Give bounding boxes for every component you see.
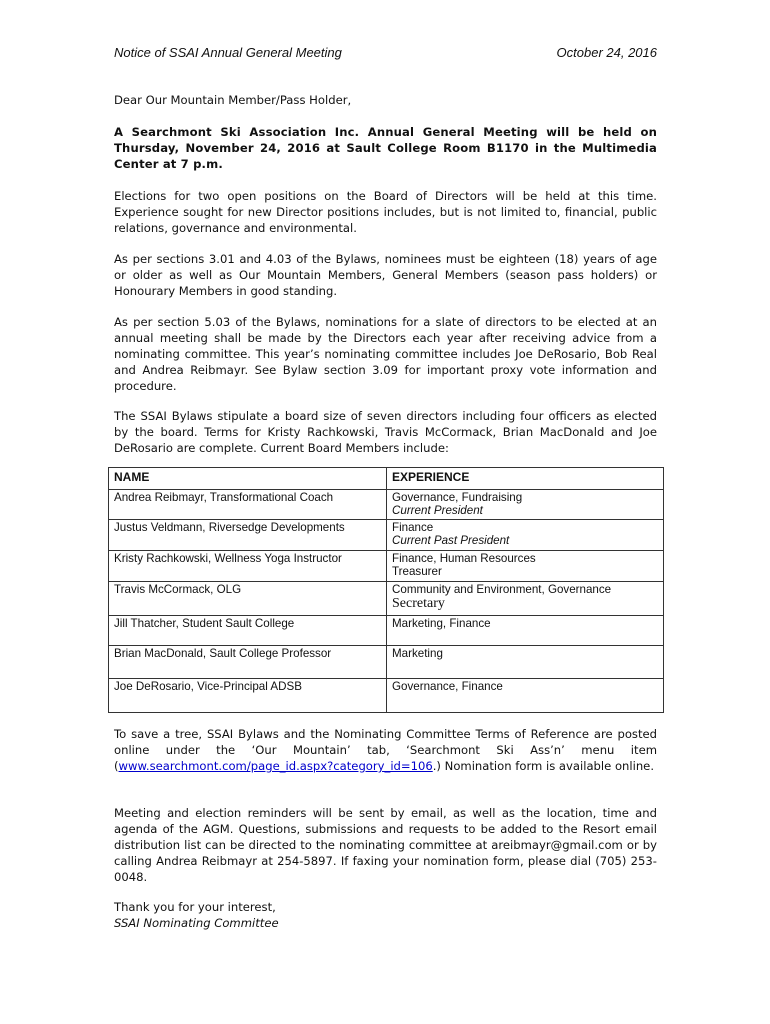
experience-text: Governance, Fundraising: [392, 491, 523, 504]
elections-paragraph: Elections for two open positions on the Board of Directors will be held at this time. Experience sought for new Director positions includes, but is not limited to, financial, public relations, governance and environmental.: [114, 189, 657, 235]
nominations-paragraph: As per section 5.03 of the Bylaws, nominations for a slate of directors to be elected at an annual meeting shall be made by the Directors each year after receiving advice from a nominating committee. This year’s nominating committee includes Joe DeRosario, Bob Real and Andrea Reibmayr. See Bylaw section 3.09 for important proxy vote information and procedure.: [114, 315, 657, 393]
experience-text: Community and Environment, Governance: [392, 583, 612, 596]
board-members-table: [108, 467, 664, 713]
role-note: Current Past President: [392, 534, 510, 547]
experience-text: Marketing: [392, 647, 443, 660]
closing-thanks: Thank you for your interest,: [114, 900, 276, 914]
experience-text: Governance, Finance: [392, 680, 503, 693]
online-text-after: .) Nomination form is available online.: [432, 759, 654, 773]
searchmont-bylaws-link[interactable]: www.searchmont.com/page_id.aspx?category_id=106: [118, 759, 433, 773]
member-experience: [387, 616, 664, 646]
member-name: Andrea Reibmayr, Transformational Coach: [109, 490, 387, 520]
table-row: [109, 679, 664, 713]
role-note: Current President: [392, 504, 483, 517]
member-name: Brian MacDonald, Sault College Professor: [109, 646, 387, 679]
member-name: Kristy Rachkowski, Wellness Yoga Instructor: [109, 551, 387, 582]
member-name: Travis McCormack, OLG: [109, 582, 387, 616]
column-header-experience: EXPERIENCE: [387, 468, 664, 490]
member-experience: [387, 520, 664, 551]
member-experience: [387, 490, 664, 520]
role-note: Secretary: [392, 596, 445, 611]
bylaws-eligibility-paragraph: As per sections 3.01 and 4.03 of the Bylaws, nominees must be eighteen (18) years of age or older as well as Our Mountain Members, General Members (season pass holders) or Honourary Members in good standing.: [114, 252, 657, 298]
member-experience: [387, 551, 664, 582]
member-name: Justus Veldmann, Riversedge Developments: [109, 520, 387, 551]
signature: SSAI Nominating Committee: [114, 916, 279, 930]
table-row: [109, 616, 664, 646]
reminders-paragraph: Meeting and election reminders will be sent by email, as well as the location, time and agenda of the AGM. Questions, submissions and requests to be added to the Resort email distribution list can be directed to the nominating committee at areibmayr@gmail.com or by calling Andrea Reibmayr at 254-5897. If faxing your nomination form, please dial (705) 253-0048.: [114, 806, 657, 884]
closing-block: [114, 899, 279, 931]
experience-text: Finance: [392, 521, 434, 534]
experience-text: Finance, Human Resources: [392, 552, 536, 565]
meeting-announcement: A Searchmont Ski Association Inc. Annual General Meeting will be held on Thursday, November 24, 2016 at Sault College Room B1170 in the Multimedia Center at 7 p.m.: [114, 125, 657, 171]
column-header-name: NAME: [109, 468, 387, 490]
member-experience: [387, 582, 664, 616]
member-name: Jill Thatcher, Student Sault College: [109, 616, 387, 646]
member-experience: [387, 679, 664, 713]
table-row: [109, 551, 664, 582]
table-row: [109, 520, 664, 551]
header-title: Notice of SSAI Annual General Meeting: [114, 45, 342, 60]
online-documents-paragraph: [114, 726, 657, 774]
table-row: [109, 582, 664, 616]
role-note: Treasurer: [392, 565, 442, 578]
online-text-before: To save a tree, SSAI Bylaws and the Nominating Committee Terms of Reference are posted online under the ‘Our Mountain’ tab, ‘Searchmont Ski Ass’n’ menu item (: [114, 727, 657, 773]
table-row: [109, 646, 664, 679]
experience-text: Marketing, Finance: [392, 617, 491, 630]
table-row: [109, 490, 664, 520]
table-header-row: [109, 468, 664, 490]
board-size-paragraph: The SSAI Bylaws stipulate a board size of seven directors including four officers as elected by the board. Terms for Kristy Rachkowski, Travis McCormack, Brian MacDonald and Joe DeRosario are complete. Current Board Members include:: [114, 409, 657, 455]
member-name: Joe DeRosario, Vice-Principal ADSB: [109, 679, 387, 713]
header-date: October 24, 2016: [556, 45, 657, 60]
member-experience: [387, 646, 664, 679]
greeting: Dear Our Mountain Member/Pass Holder,: [114, 93, 352, 107]
